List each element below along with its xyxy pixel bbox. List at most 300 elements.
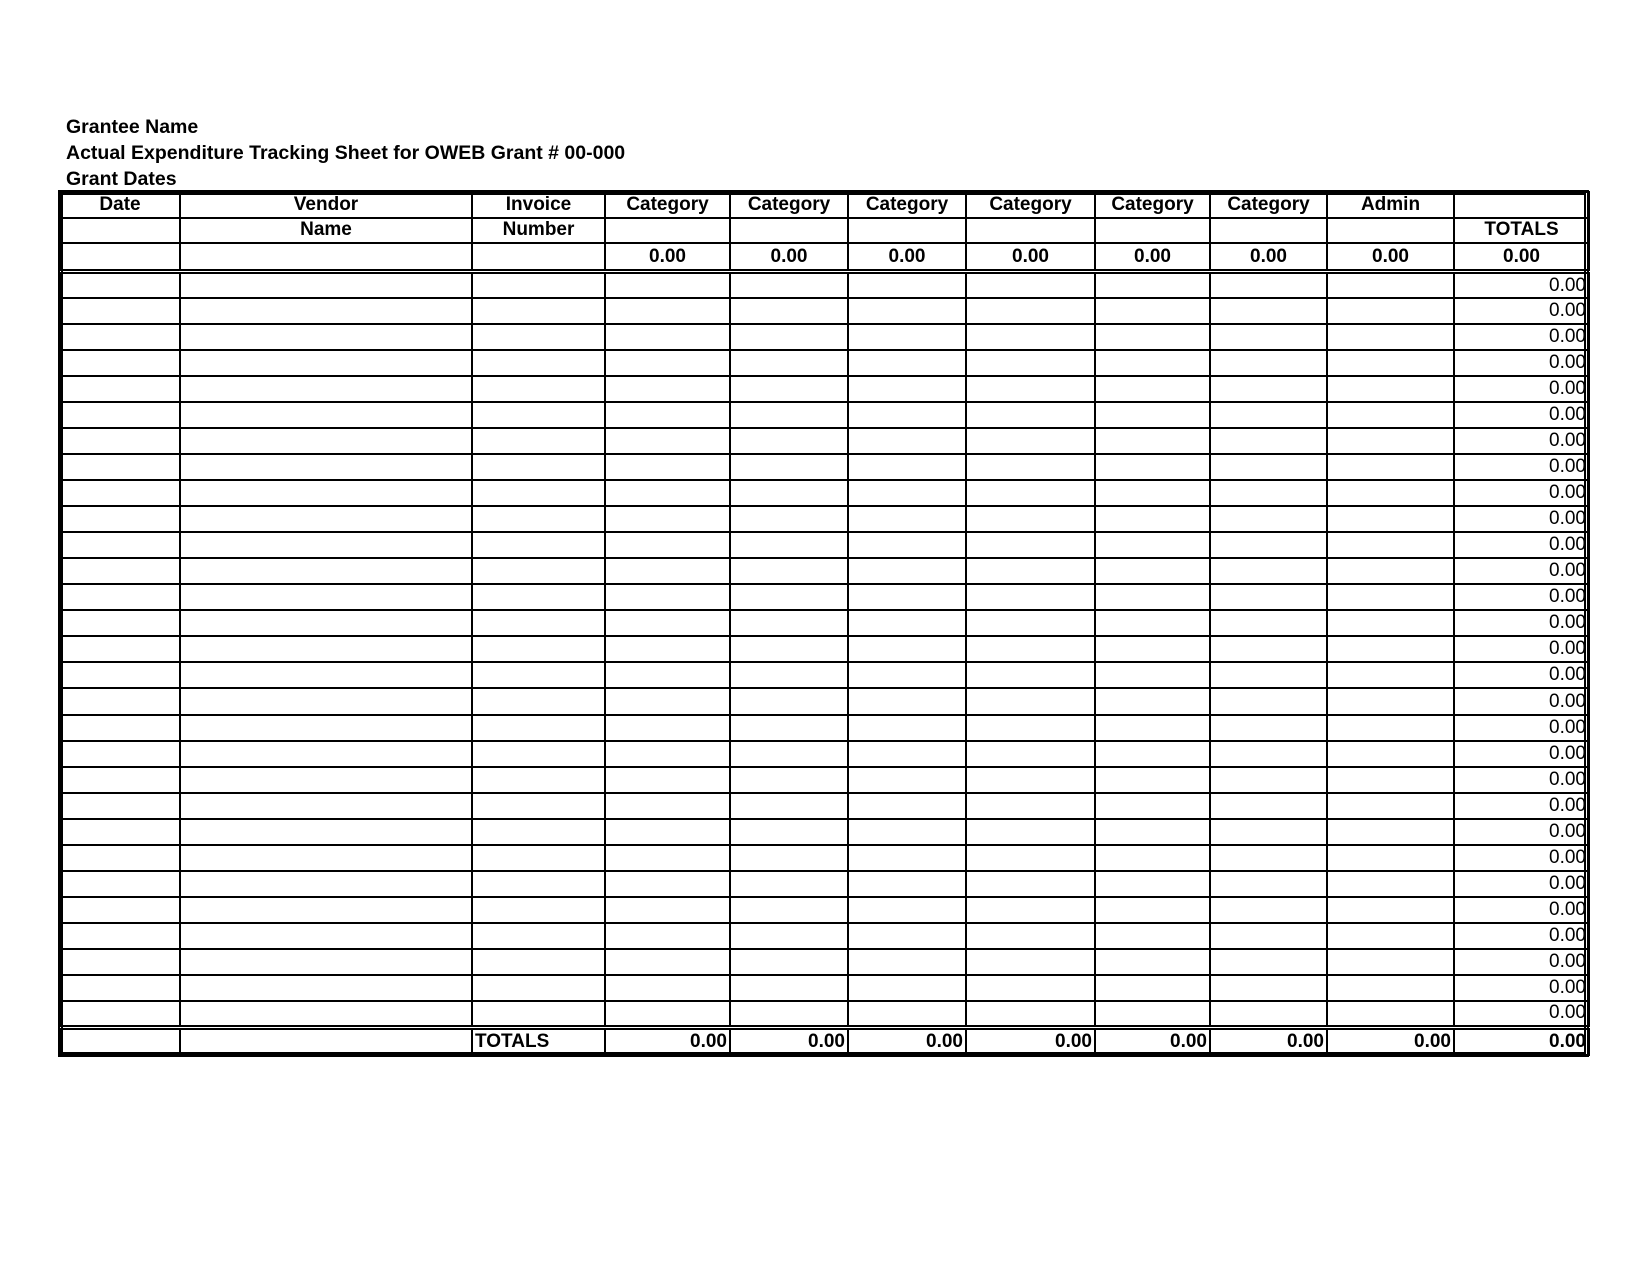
entry-cell[interactable] (966, 558, 1095, 584)
entry-cell[interactable] (1095, 793, 1210, 819)
entry-cell[interactable] (605, 688, 730, 714)
entry-cell[interactable] (1210, 350, 1327, 376)
entry-cell[interactable] (180, 610, 472, 636)
entry-cell[interactable] (1095, 454, 1210, 480)
entry-cell[interactable] (1210, 428, 1327, 454)
entry-cell[interactable] (730, 350, 848, 376)
entry-cell[interactable] (966, 350, 1095, 376)
entry-cell[interactable] (605, 1001, 730, 1027)
entry-cell[interactable] (180, 298, 472, 324)
column-total-cell: 0.00 (605, 1027, 730, 1055)
entry-cell[interactable] (1327, 767, 1454, 793)
entry-cell[interactable] (1210, 532, 1327, 558)
entry-cell[interactable] (60, 376, 180, 402)
entry-cell[interactable] (1210, 298, 1327, 324)
entry-cell[interactable] (1095, 715, 1210, 741)
entry-cell[interactable] (966, 897, 1095, 923)
entry-cell[interactable] (730, 767, 848, 793)
entry-cell[interactable] (1210, 949, 1327, 975)
entry-cell[interactable] (605, 506, 730, 532)
entry-cell[interactable] (60, 871, 180, 897)
entry-cell[interactable] (180, 402, 472, 428)
entry-cell[interactable] (1095, 741, 1210, 767)
entry-cell[interactable] (1327, 949, 1454, 975)
entry-cell[interactable] (848, 610, 966, 636)
entry-cell[interactable] (730, 793, 848, 819)
entry-cell[interactable] (1210, 819, 1327, 845)
entry-cell[interactable] (1327, 272, 1454, 298)
entry-cell[interactable] (60, 532, 180, 558)
entry-cell[interactable] (605, 402, 730, 428)
entry-cell[interactable] (605, 871, 730, 897)
entry-cell[interactable] (472, 480, 605, 506)
entry-cell[interactable] (730, 584, 848, 610)
entry-cell[interactable] (605, 532, 730, 558)
entry-cell[interactable] (1327, 975, 1454, 1001)
entry-cell[interactable] (472, 402, 605, 428)
entry-cell[interactable] (1095, 324, 1210, 350)
entry-cell[interactable] (966, 688, 1095, 714)
entry-cell[interactable] (605, 715, 730, 741)
entry-cell[interactable] (60, 480, 180, 506)
entry-cell[interactable] (472, 871, 605, 897)
entry-cell[interactable] (966, 923, 1095, 949)
entry-cell[interactable] (1327, 610, 1454, 636)
entry-cell[interactable] (1210, 923, 1327, 949)
entry-cell[interactable] (605, 376, 730, 402)
entry-cell[interactable] (1327, 584, 1454, 610)
entry-cell[interactable] (848, 949, 966, 975)
entry-cell[interactable] (60, 949, 180, 975)
entry-cell[interactable] (605, 584, 730, 610)
entry-cell[interactable] (605, 662, 730, 688)
entry-cell[interactable] (966, 506, 1095, 532)
entry-cell[interactable] (1327, 793, 1454, 819)
entry-cell[interactable] (180, 558, 472, 584)
entry-cell[interactable] (1210, 793, 1327, 819)
column-header-cell (472, 243, 605, 272)
entry-cell[interactable] (848, 819, 966, 845)
entry-cell[interactable] (60, 897, 180, 923)
entry-cell[interactable] (1095, 923, 1210, 949)
entry-cell[interactable] (1327, 350, 1454, 376)
entry-cell[interactable] (1095, 819, 1210, 845)
entry-cell[interactable] (1095, 532, 1210, 558)
entry-cell[interactable] (966, 532, 1095, 558)
entry-cell[interactable] (60, 923, 180, 949)
entry-cell[interactable] (848, 454, 966, 480)
entry-cell[interactable] (472, 767, 605, 793)
entry-cell[interactable] (472, 350, 605, 376)
entry-cell[interactable] (472, 1001, 605, 1027)
entry-cell[interactable] (180, 741, 472, 767)
entry-cell[interactable] (472, 845, 605, 871)
entry-cell[interactable] (848, 428, 966, 454)
entry-cell[interactable] (730, 324, 848, 350)
entry-cell[interactable] (1327, 298, 1454, 324)
entry-cell[interactable] (966, 272, 1095, 298)
column-header-cell: 0.00 (605, 243, 730, 272)
entry-cell[interactable] (472, 610, 605, 636)
entry-cell[interactable] (472, 454, 605, 480)
entry-cell[interactable] (180, 845, 472, 871)
entry-cell[interactable] (730, 819, 848, 845)
entry-cell[interactable] (472, 584, 605, 610)
entry-cell[interactable] (472, 819, 605, 845)
entry-cell[interactable] (966, 610, 1095, 636)
entry-cell[interactable] (1095, 871, 1210, 897)
entry-cell[interactable] (1327, 923, 1454, 949)
entry-cell[interactable] (180, 532, 472, 558)
entry-cell[interactable] (605, 741, 730, 767)
entry-cell[interactable] (1327, 1001, 1454, 1027)
entry-cell[interactable] (966, 975, 1095, 1001)
entry-cell[interactable] (472, 975, 605, 1001)
entry-cell[interactable] (472, 324, 605, 350)
entry-cell[interactable] (180, 428, 472, 454)
entry-cell[interactable] (605, 454, 730, 480)
entry-cell[interactable] (180, 584, 472, 610)
entry-cell[interactable] (472, 428, 605, 454)
entry-cell[interactable] (730, 532, 848, 558)
entry-cell[interactable] (60, 975, 180, 1001)
entry-cell[interactable] (730, 610, 848, 636)
entry-cell[interactable] (966, 741, 1095, 767)
entry-cell[interactable] (848, 272, 966, 298)
entry-cell[interactable] (60, 793, 180, 819)
entry-cell[interactable] (848, 975, 966, 1001)
entry-cell[interactable] (848, 767, 966, 793)
entry-cell[interactable] (472, 741, 605, 767)
entry-cell[interactable] (966, 767, 1095, 793)
entry-cell[interactable] (1095, 688, 1210, 714)
entry-cell[interactable] (1210, 610, 1327, 636)
entry-cell[interactable] (1095, 636, 1210, 662)
entry-cell[interactable] (180, 897, 472, 923)
entry-cell[interactable] (605, 298, 730, 324)
entry-cell[interactable] (730, 975, 848, 1001)
entry-cell[interactable] (180, 923, 472, 949)
entry-cell[interactable] (848, 688, 966, 714)
entry-cell[interactable] (848, 923, 966, 949)
entry-cell[interactable] (180, 715, 472, 741)
entry-cell[interactable] (730, 298, 848, 324)
entry-cell[interactable] (60, 506, 180, 532)
entry-cell[interactable] (605, 324, 730, 350)
entry-cell[interactable] (1327, 454, 1454, 480)
entry-cell[interactable] (180, 819, 472, 845)
entry-cell[interactable] (1210, 636, 1327, 662)
entry-cell[interactable] (1327, 688, 1454, 714)
entry-cell[interactable] (730, 871, 848, 897)
entry-cell[interactable] (472, 506, 605, 532)
entry-cell[interactable] (472, 272, 605, 298)
entry-cell[interactable] (472, 688, 605, 714)
entry-cell[interactable] (730, 897, 848, 923)
entry-cell[interactable] (848, 532, 966, 558)
entry-cell[interactable] (1327, 845, 1454, 871)
entry-cell[interactable] (848, 897, 966, 923)
entry-cell[interactable] (1095, 350, 1210, 376)
entry-cell[interactable] (966, 662, 1095, 688)
entry-cell[interactable] (848, 1001, 966, 1027)
entry-cell[interactable] (730, 402, 848, 428)
entry-cell[interactable] (1095, 506, 1210, 532)
entry-cell[interactable] (1327, 871, 1454, 897)
entry-cell[interactable] (60, 767, 180, 793)
entry-cell[interactable] (966, 376, 1095, 402)
entry-cell[interactable] (966, 793, 1095, 819)
entry-cell[interactable] (472, 715, 605, 741)
entry-cell[interactable] (966, 636, 1095, 662)
entry-cell[interactable] (1327, 402, 1454, 428)
entry-cell[interactable] (180, 506, 472, 532)
entry-cell[interactable] (848, 662, 966, 688)
entry-cell[interactable] (1327, 819, 1454, 845)
entry-cell[interactable] (966, 1001, 1095, 1027)
entry-cell[interactable] (1095, 480, 1210, 506)
entry-cell[interactable] (730, 272, 848, 298)
entry-cell[interactable] (180, 324, 472, 350)
entry-cell[interactable] (1327, 715, 1454, 741)
entry-cell[interactable] (180, 376, 472, 402)
entry-cell[interactable] (605, 845, 730, 871)
row-total-cell: 0.00 (1454, 610, 1589, 636)
entry-cell[interactable] (605, 558, 730, 584)
entry-cell[interactable] (966, 480, 1095, 506)
entry-cell[interactable] (848, 715, 966, 741)
entry-cell[interactable] (966, 298, 1095, 324)
entry-cell[interactable] (730, 1001, 848, 1027)
entry-cell[interactable] (848, 298, 966, 324)
entry-cell[interactable] (730, 480, 848, 506)
entry-cell[interactable] (1210, 975, 1327, 1001)
entry-cell[interactable] (180, 871, 472, 897)
entry-cell[interactable] (730, 454, 848, 480)
entry-cell[interactable] (605, 272, 730, 298)
entry-cell[interactable] (605, 949, 730, 975)
entry-cell[interactable] (1327, 558, 1454, 584)
entry-cell[interactable] (1095, 558, 1210, 584)
entry-cell[interactable] (472, 793, 605, 819)
entry-cell[interactable] (60, 688, 180, 714)
entry-cell[interactable] (605, 819, 730, 845)
entry-cell[interactable] (848, 741, 966, 767)
entry-cell[interactable] (180, 662, 472, 688)
entry-cell[interactable] (1210, 688, 1327, 714)
entry-cell[interactable] (472, 949, 605, 975)
entry-cell[interactable] (605, 350, 730, 376)
entry-cell[interactable] (1210, 845, 1327, 871)
entry-cell[interactable] (60, 350, 180, 376)
entry-cell[interactable] (1210, 402, 1327, 428)
entry-cell[interactable] (730, 845, 848, 871)
entry-cell[interactable] (1095, 272, 1210, 298)
entry-cell[interactable] (180, 272, 472, 298)
entry-cell[interactable] (1210, 272, 1327, 298)
entry-cell[interactable] (848, 558, 966, 584)
entry-cell[interactable] (605, 428, 730, 454)
row-total-cell: 0.00 (1454, 506, 1589, 532)
entry-cell[interactable] (60, 636, 180, 662)
entry-cell[interactable] (730, 662, 848, 688)
entry-cell[interactable] (180, 975, 472, 1001)
entry-cell[interactable] (472, 923, 605, 949)
totals-label: TOTALS (472, 1027, 605, 1055)
entry-cell[interactable] (848, 636, 966, 662)
entry-cell[interactable] (848, 584, 966, 610)
entry-cell[interactable] (180, 636, 472, 662)
entry-cell[interactable] (1095, 428, 1210, 454)
entry-cell[interactable] (1210, 584, 1327, 610)
entry-cell[interactable] (605, 767, 730, 793)
entry-cell[interactable] (1095, 767, 1210, 793)
entry-cell[interactable] (180, 480, 472, 506)
entry-cell[interactable] (730, 428, 848, 454)
entry-cell[interactable] (1327, 662, 1454, 688)
entry-cell[interactable] (730, 741, 848, 767)
entry-cell[interactable] (605, 897, 730, 923)
entry-cell[interactable] (60, 324, 180, 350)
entry-cell[interactable] (1210, 741, 1327, 767)
entry-cell[interactable] (60, 402, 180, 428)
entry-cell[interactable] (60, 662, 180, 688)
column-header-cell: TOTALS (1454, 218, 1589, 244)
entry-cell[interactable] (180, 767, 472, 793)
entry-cell[interactable] (730, 949, 848, 975)
entry-cell[interactable] (1210, 871, 1327, 897)
entry-cell[interactable] (605, 610, 730, 636)
entry-cell[interactable] (848, 402, 966, 428)
entry-cell[interactable] (180, 350, 472, 376)
entry-cell[interactable] (60, 428, 180, 454)
entry-cell[interactable] (1210, 1001, 1327, 1027)
entry-cell[interactable] (966, 428, 1095, 454)
entry-cell[interactable] (605, 923, 730, 949)
entry-cell[interactable] (1095, 402, 1210, 428)
table-row (60, 506, 1589, 532)
entry-cell[interactable] (848, 871, 966, 897)
entry-cell[interactable] (848, 480, 966, 506)
entry-cell[interactable] (472, 897, 605, 923)
entry-cell[interactable] (1210, 480, 1327, 506)
entry-cell[interactable] (60, 819, 180, 845)
entry-cell[interactable] (180, 949, 472, 975)
table-row (60, 350, 1589, 376)
entry-cell[interactable] (1210, 715, 1327, 741)
entry-cell[interactable] (848, 845, 966, 871)
entry-cell[interactable] (472, 376, 605, 402)
entry-cell[interactable] (180, 1001, 472, 1027)
entry-cell[interactable] (730, 506, 848, 532)
entry-cell[interactable] (1210, 662, 1327, 688)
entry-cell[interactable] (1327, 428, 1454, 454)
entry-cell[interactable] (730, 558, 848, 584)
entry-cell[interactable] (60, 610, 180, 636)
entry-cell[interactable] (180, 454, 472, 480)
entry-cell[interactable] (472, 662, 605, 688)
entry-cell[interactable] (966, 949, 1095, 975)
entry-cell[interactable] (180, 793, 472, 819)
entry-cell[interactable] (966, 715, 1095, 741)
entry-cell[interactable] (1210, 506, 1327, 532)
entry-cell[interactable] (60, 272, 180, 298)
entry-cell[interactable] (1095, 662, 1210, 688)
entry-cell[interactable] (1095, 949, 1210, 975)
entry-cell[interactable] (60, 454, 180, 480)
entry-cell[interactable] (180, 688, 472, 714)
entry-cell[interactable] (605, 480, 730, 506)
entry-cell[interactable] (1095, 845, 1210, 871)
entry-cell[interactable] (1210, 897, 1327, 923)
entry-cell[interactable] (60, 715, 180, 741)
entry-cell[interactable] (1095, 376, 1210, 402)
entry-cell[interactable] (1095, 298, 1210, 324)
entry-cell[interactable] (60, 1001, 180, 1027)
entry-cell[interactable] (1327, 636, 1454, 662)
entry-cell[interactable] (472, 298, 605, 324)
entry-cell[interactable] (60, 584, 180, 610)
entry-cell[interactable] (730, 636, 848, 662)
entry-cell[interactable] (1210, 767, 1327, 793)
entry-cell[interactable] (848, 793, 966, 819)
entry-cell[interactable] (730, 715, 848, 741)
entry-cell[interactable] (1095, 975, 1210, 1001)
entry-cell[interactable] (605, 636, 730, 662)
entry-cell[interactable] (1210, 454, 1327, 480)
entry-cell[interactable] (1210, 558, 1327, 584)
entry-cell[interactable] (1210, 376, 1327, 402)
entry-cell[interactable] (472, 558, 605, 584)
entry-cell[interactable] (848, 376, 966, 402)
entry-cell[interactable] (1095, 897, 1210, 923)
entry-cell[interactable] (1327, 897, 1454, 923)
entry-cell[interactable] (60, 298, 180, 324)
entry-cell[interactable] (1095, 584, 1210, 610)
entry-cell[interactable] (730, 923, 848, 949)
entry-cell[interactable] (605, 793, 730, 819)
entry-cell[interactable] (1327, 506, 1454, 532)
entry-cell[interactable] (1095, 1001, 1210, 1027)
entry-cell[interactable] (966, 324, 1095, 350)
entry-cell[interactable] (848, 324, 966, 350)
entry-cell[interactable] (1327, 741, 1454, 767)
entry-cell[interactable] (472, 532, 605, 558)
entry-cell[interactable] (1095, 610, 1210, 636)
entry-cell[interactable] (966, 402, 1095, 428)
entry-cell[interactable] (730, 376, 848, 402)
entry-cell[interactable] (966, 871, 1095, 897)
entry-cell[interactable] (966, 584, 1095, 610)
row-total-cell: 0.00 (1454, 454, 1589, 480)
entry-cell[interactable] (60, 741, 180, 767)
entry-cell[interactable] (605, 975, 730, 1001)
entry-cell[interactable] (1327, 324, 1454, 350)
entry-cell[interactable] (1327, 376, 1454, 402)
entry-cell[interactable] (60, 845, 180, 871)
entry-cell[interactable] (1327, 480, 1454, 506)
entry-cell[interactable] (1327, 532, 1454, 558)
entry-cell[interactable] (966, 845, 1095, 871)
entry-cell[interactable] (730, 688, 848, 714)
entry-cell[interactable] (848, 506, 966, 532)
entry-cell[interactable] (1210, 324, 1327, 350)
entry-cell[interactable] (472, 636, 605, 662)
entry-cell[interactable] (848, 350, 966, 376)
entry-cell[interactable] (966, 454, 1095, 480)
entry-cell[interactable] (60, 558, 180, 584)
entry-cell[interactable] (966, 819, 1095, 845)
